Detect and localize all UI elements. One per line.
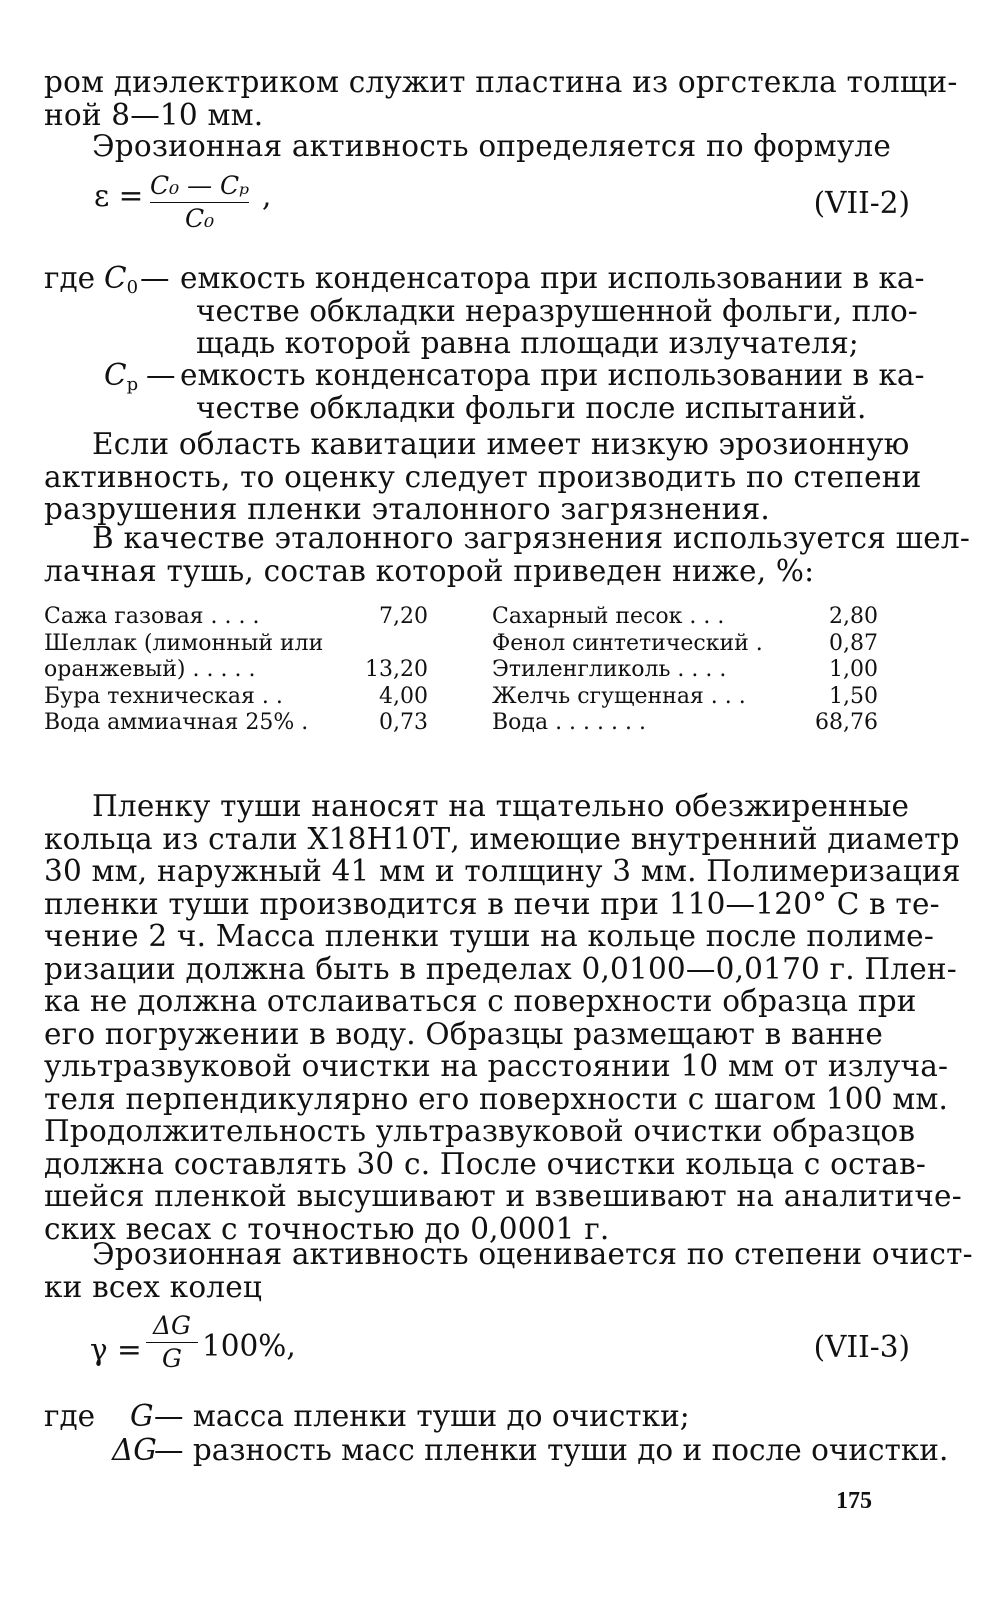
where-label: где	[44, 261, 96, 295]
equation-fraction	[146, 1312, 198, 1373]
text-line: ских весах с точностью до 0,0001 г.	[44, 1211, 610, 1246]
paragraph-6	[44, 1237, 973, 1304]
table-row	[492, 604, 878, 631]
definition-c0	[180, 261, 925, 360]
table-cell-name: Фенол синтетический .	[492, 630, 763, 656]
text-line: Продолжительность ультразвуковой очистки образцов	[44, 1114, 916, 1148]
text-line: ром диэлектриком служит пластина из оргстекла толщи-	[44, 65, 958, 99]
text-line: Пленку туши наносят на тщательно обезжиренные	[92, 789, 910, 823]
symbol-subscript: 0	[126, 277, 139, 298]
composition-table-right	[492, 604, 878, 737]
table-cell-value: 68,76	[815, 710, 878, 735]
symbol-subscript: р	[126, 374, 139, 395]
fraction-denominator: C₀	[185, 204, 215, 233]
text-line: шейся пленкой высушивают и взвешивают на аналитиче-	[44, 1179, 962, 1213]
paragraph-5	[44, 789, 962, 1246]
table-cell-value: 0,87	[829, 630, 878, 656]
paragraph-1	[44, 65, 958, 132]
fraction-bar	[146, 1342, 198, 1343]
table-cell-value: 1,50	[829, 683, 878, 709]
text-line: должна составлять 30 с. После очистки кольца с остав-	[44, 1146, 927, 1181]
table-row	[492, 684, 878, 711]
table-row	[44, 710, 428, 737]
table-row	[492, 710, 878, 737]
symbol-letter: C	[104, 261, 127, 295]
text-line: ки всех колец	[44, 1269, 263, 1304]
symbol-cp	[104, 359, 138, 402]
text-line: честве обкладки неразрушенной фольги, пло-	[196, 293, 918, 328]
table-cell-name: Этиленгликоль . . . .	[492, 657, 727, 682]
fraction-bar	[150, 202, 249, 203]
equation-number: (VII-2)	[813, 186, 910, 220]
text-line: его погружении в воду. Образцы размещают в ванне	[44, 1016, 884, 1051]
table-row	[44, 684, 428, 711]
text-line: щадь которой равна площади излучателя;	[196, 326, 859, 360]
text-line: пленки туши производится в печи при 110—120° С в те-	[44, 886, 940, 921]
equation-fraction	[150, 172, 249, 233]
table-cell-value	[356, 631, 428, 658]
text-line: лачная тушь, состав которой приведен ниже, %:	[44, 553, 815, 588]
text-line: чение 2 ч. Масса пленки туши на кольце после полиме-	[44, 919, 935, 953]
equation-number: (VII-3)	[813, 1330, 910, 1364]
text-line: Эрозионная активность определяется по формуле	[92, 129, 892, 163]
table-cell-name: Сажа газовая . . . .	[44, 604, 260, 629]
text-line: теля перпендикулярно его поверхности с шагом 100 мм.	[44, 1081, 949, 1116]
symbol-letter: C	[104, 358, 127, 392]
symbol-g: G	[130, 1399, 154, 1433]
table-cell-value: 13,20	[365, 657, 428, 682]
table-row	[492, 657, 878, 684]
fraction-numerator: ΔG	[152, 1311, 192, 1340]
table-cell-name: Шеллак (лимонный или	[44, 630, 324, 656]
table-cell-name: оранжевый) . . . . .	[44, 657, 256, 682]
text-line: Если область кавитации имеет низкую эрозионную	[92, 427, 910, 461]
text-line: ультразвуковой очистки на расстоянии 10 мм от излуча-	[44, 1049, 949, 1083]
table-cell-name: Вода аммиачная 25% .	[44, 710, 309, 735]
fraction-numerator: C₀ — Cₚ	[150, 171, 250, 200]
text-line: ка не должна отслаиваться с поверхности образца при	[44, 984, 917, 1018]
table-row	[492, 631, 878, 658]
equation-lhs: ε =	[94, 179, 144, 213]
text-line: разрушения пленки эталонного загрязнения.	[44, 492, 770, 526]
text-line: честве обкладки фольги после испытаний.	[196, 390, 867, 425]
page-number: 175	[836, 1488, 872, 1514]
table-cell-value: 4,00	[379, 683, 428, 709]
text-line: 30 мм, наружный 41 мм и толщину 3 мм. Полимеризация	[44, 854, 961, 888]
definition-dash: —	[140, 261, 170, 295]
fraction-denominator: G	[162, 1344, 182, 1373]
text-line: емкость конденсатора при использовании в ка-	[180, 261, 925, 295]
table-cell-value: 1,00	[829, 657, 878, 682]
where-label: где	[44, 1399, 96, 1433]
text-line: В качестве эталонного загрязнения используется шел-	[92, 521, 971, 555]
definition-cp	[180, 358, 925, 425]
table-row	[44, 604, 428, 631]
table-cell-value: 7,20	[379, 604, 428, 629]
text-line: емкость конденсатора при использовании в ка-	[180, 358, 925, 392]
equation-lhs: γ =	[90, 1333, 142, 1367]
equation-comma: ,	[262, 179, 272, 213]
paragraph-3	[44, 427, 922, 526]
text-line: ной 8—10 мм.	[44, 97, 264, 132]
table-cell-name: Бура техническая . .	[44, 683, 283, 709]
text-line: кольца из стали Х18Н10Т, имеющие внутренний диаметр	[44, 821, 960, 856]
table-cell-value: 0,73	[379, 710, 428, 735]
table-cell-name: Желчь сгущенная . . .	[492, 683, 746, 709]
definition-g: — масса пленки туши до очистки;	[154, 1399, 690, 1433]
composition-table-left	[44, 604, 428, 737]
text-line: Эрозионная активность оценивается по степени очист-	[92, 1237, 973, 1271]
table-cell-name: Вода . . . . . . .	[492, 710, 646, 735]
table-row	[44, 657, 428, 684]
paragraph-2	[44, 130, 910, 163]
text-line: ризации должна быть в пределах 0,0100—0,0170 г. Плен-	[44, 951, 957, 986]
text-line: активность, то оценку следует производить по степени	[44, 459, 922, 494]
table-cell-value: 2,80	[829, 604, 878, 629]
equation-tail: 100%,	[202, 1329, 296, 1363]
symbol-c0	[104, 262, 138, 305]
table-row	[44, 631, 428, 658]
definition-delta-g: — разность масс пленки туши до и после очистки.	[154, 1433, 949, 1467]
table-cell-name: Сахарный песок . . .	[492, 604, 725, 629]
paragraph-4	[44, 521, 971, 588]
definition-dash: —	[146, 358, 176, 392]
symbol-delta-g: ΔG	[112, 1433, 157, 1467]
